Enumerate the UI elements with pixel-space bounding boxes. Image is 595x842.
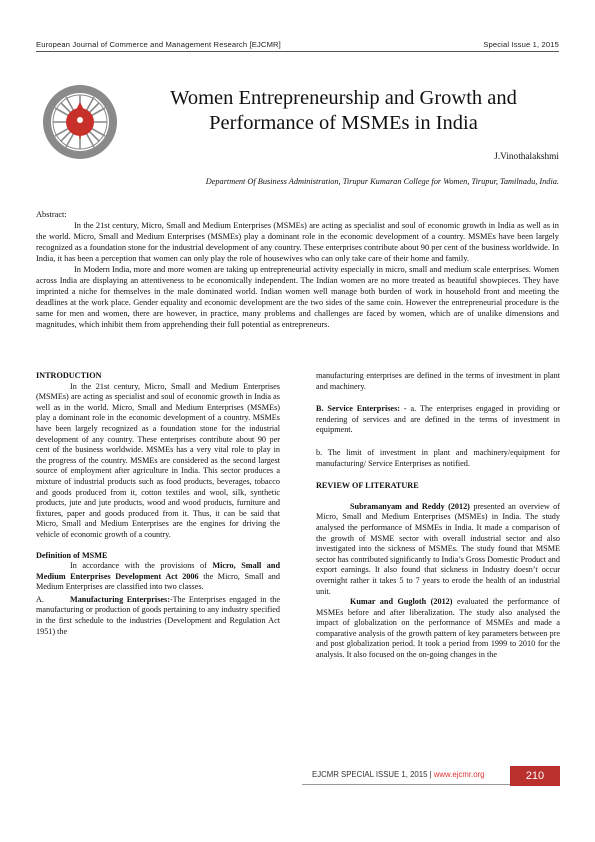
manufacturing-label: Manufacturing Enterprises:	[69, 594, 170, 604]
section-heading-introduction: INTRODUCTION	[36, 371, 102, 380]
manufacturing-text: -The Enterprises engaged in the manufacturing or production of goods pertaining to any industry specified in the first schedule to the industries (Development and Regulation Act 1951) the	[36, 594, 280, 636]
item-marker: A.	[36, 594, 44, 604]
review-authors: Kumar and Gugloth (2012)	[350, 597, 453, 607]
footer-text: EJCMR SPECIAL ISSUE 1, 2015 |	[312, 770, 434, 779]
review-authors: Subramanyam and Reddy (2012)	[350, 501, 470, 511]
journal-seal-icon	[42, 84, 118, 160]
footer-divider	[302, 784, 539, 785]
abstract-paragraph: In the 21st century, Micro, Small and Medium Enterprises (MSMEs) are acting as specialist and soul of economic growth in India as well as in the world. Micro, Small and Medium Enterprises (MSMEs) play a dominant role in the economic development of a country. MSMEs have been largely recognized as a foundation stone for the industrial development of any country. These enterprises contribute about 90 per cent of the business worldwide. In India, it has been a perception that women can only play the role of housewives who can only take care of their home and family.	[36, 221, 559, 263]
author-affiliation: Department Of Business Administration, Tirupur Kumaran College for Women, Tirupur, Tamilnadu, India.	[205, 177, 559, 186]
abstract-paragraph: In Modern India, more and more women are taking up entrepreneurial activity especially in micro, small and medium scale enterprises. Women across India are displaying an attentiveness to be economically independent. The Indian women are no more treated as beautiful showpieces. They have imprinted a niche for themselves in the male dominated world. Indian women well manage both burden of work in household front and meeting the deadlines at the work place. Gender equality and economic development are the two sides of the same coin. However the entrepreneurial procedure is the same for men and women, there are however, in practice, many problems and challenges are faced by women, which are of unalike dimensions and magnitudes, which inhibit them from apprehending their full potential as entrepreneurs.	[36, 265, 559, 329]
section-heading-review: REVIEW OF LITERATURE	[316, 481, 419, 491]
abstract	[36, 209, 559, 330]
review-text: presented an overview of Micro, Small and Medium Enterprises (MSMEs) in India. The study analysed the performance of MSMEs in India. It made a comparison of the growth of MSME sector with overall industrial sector and also investigated into the sickness of MSMEs. The study found that MSME sector has contributed significantly to India’s Gross Domestic Product and export earnings. It also found that sickness in Industry doesn’t occur overnight rather it takes 5 to 7 years to erode the health of an industrial unit.	[316, 501, 561, 596]
service-paragraph	[316, 404, 560, 436]
abstract-label: Abstract:	[36, 210, 67, 219]
header-divider	[36, 51, 559, 52]
definition-text: the Micro, Small and Medium Enterprises are classified into two classes.	[36, 571, 280, 592]
service-label: B. Service Enterprises:	[316, 404, 400, 414]
definition-paragraph	[36, 561, 280, 593]
page-number: 210	[510, 766, 560, 786]
act-name: Micro, Small and Medium Enterprises Development Act 2006	[36, 561, 280, 581]
continuation-paragraph: manufacturing enterprises are defined in the terms of investment in plant and machinery.	[316, 371, 560, 391]
journal-name: European Journal of Commerce and Management Research [EJCMR]	[36, 40, 281, 49]
limit-paragraph: b. The limit of investment in plant and machinery/equipment for manufacturing/ Service Enterprises as notified.	[316, 447, 560, 468]
manufacturing-paragraph	[36, 595, 280, 637]
running-header	[36, 40, 559, 49]
definition-text: In accordance with the provisions of	[70, 561, 213, 571]
left-column	[36, 371, 280, 645]
issue-label: Special Issue 1, 2015	[483, 40, 559, 49]
right-column	[316, 371, 560, 669]
page-footer	[312, 770, 484, 779]
review-paragraph	[316, 597, 560, 661]
footer-link[interactable]: www.ejcmr.org	[433, 770, 485, 779]
introduction-paragraph: In the 21st century, Micro, Small and Medium Enterprises (MSMEs) are acting as specialist and soul of economic growth in India as well as in the world. Micro, Small and Medium Enterprises (MSMEs) play a dominant role in the economic development of a country. MSMEs have been largely recognized as a foundation stone for the industrial development of any country. These enterprises contribute about 90 per cent of the business worldwide. MSMEs has a very vital role to play in the progress of the country. MSMEs are considered as the second largest source of employment after agriculture in India. This sector produces a mixture of industrial products such as food products, beverages, tobacco and goods produced from it, cotton textiles and wool, silk, synthetic products, jute and jute products, wood and wood products, furniture and fixtures, paper and goods produced from it. Thus, it can be said that Micro, Small and Medium Enterprises are the engines for driving the vehicle of economic growth of a country.	[36, 381, 280, 539]
paper-title: Women Entrepreneurship and Growth and Performance of MSMEs in India	[170, 87, 517, 134]
review-paragraph	[316, 502, 560, 597]
service-text: - a. The enterprises engaged in providing or rendering of services and are defined in the terms of investment in equipment.	[316, 404, 560, 435]
review-text: evaluated the performance of MSMEs before and after liberalization. The study also analysed the impact of globalization on the performance of MSMEs and made a comparative analysis of the growth pattern of key parameters between pre and post globalization period. It took a period from 1999 to 2010 for the analysis. It also focused on the on-going changes in the	[316, 597, 560, 660]
section-heading-definition: Definition of MSME	[36, 550, 108, 560]
author-name: J.Vinothalakshmi	[494, 152, 559, 162]
